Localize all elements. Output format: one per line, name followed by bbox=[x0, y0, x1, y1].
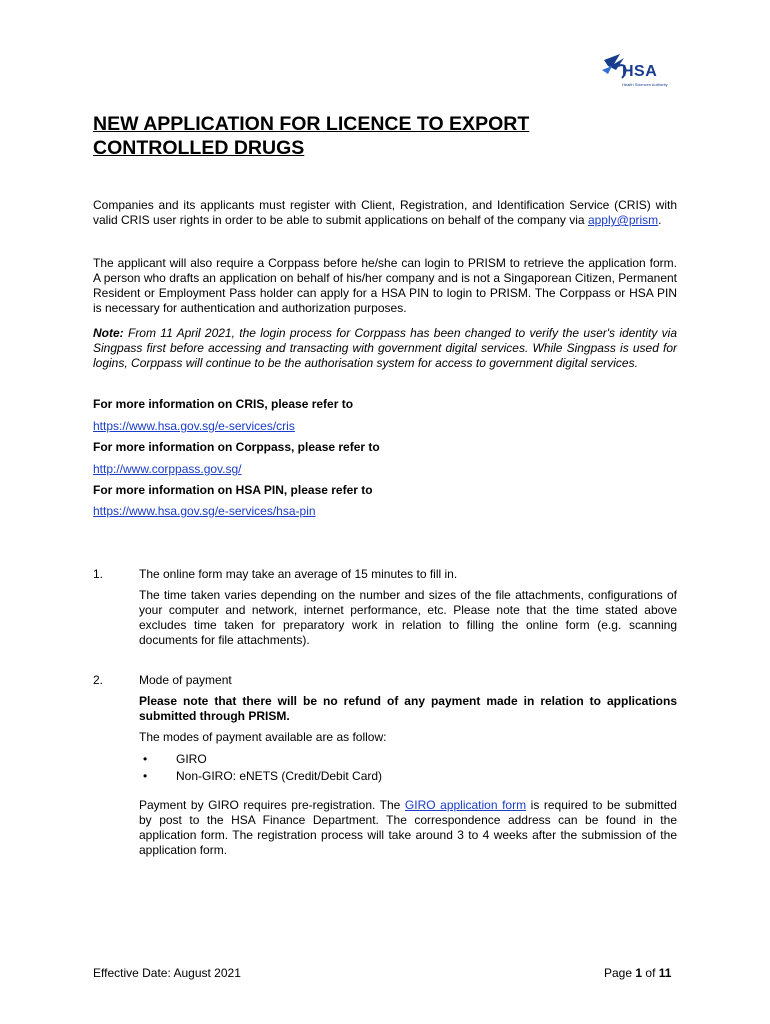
page-label: Page bbox=[604, 966, 633, 980]
note-label: Note: bbox=[93, 326, 124, 340]
note-text: From 11 April 2021, the login process for Corppass has been changed to verify the user's identity via Singpass first before accessing and transacting with government digital services. While Singpass is used for logins, Corppass will continue to be the authorisation system for access to government digital services. bbox=[93, 326, 677, 370]
ref-cris-link[interactable]: https://www.hsa.gov.sg/e-services/cris bbox=[93, 419, 295, 433]
giro-paragraph bbox=[139, 798, 677, 858]
intro-paragraph-corppass: The applicant will also require a Corppass before he/she can login to PRISM to retrieve the application form. A person who drafts an application on behalf of his/her company and is not a Singaporean Citizen, Permanent Resident or Employment Pass holder can apply for a HSA PIN to login to PRISM. The Corppass or HSA PIN is necessary for authentication and authorization purposes. bbox=[93, 256, 677, 315]
intro-cris-text: Companies and its applicants must register with Client, Registration, and Identification Service (CRIS) with valid CRIS user rights in order to be able to submit applications on behalf of the company via bbox=[93, 198, 677, 227]
bullet-icon: • bbox=[143, 752, 148, 766]
ref-corppass-link[interactable]: http://www.corppass.gov.sg/ bbox=[93, 462, 242, 476]
item-1-heading: The online form may take an average of 15 minutes to fill in. bbox=[139, 567, 458, 581]
intro-paragraph-cris: Companies and its applicants must register with Client, Registration, and Identification Service (CRIS) with valid CRIS user rights in order to be able to submit applications on behalf of the company via apply@prism. bbox=[93, 198, 677, 227]
item-1-number: 1. bbox=[93, 567, 104, 581]
ref-cris-label: For more information on CRIS, please refer to bbox=[93, 397, 354, 411]
mode-giro: GIRO bbox=[176, 752, 207, 766]
logo-subtext: Health Sciences Authority bbox=[622, 82, 668, 87]
effective-date: Effective Date: August 2021 bbox=[93, 966, 241, 980]
ref-corppass-label: For more information on Corppass, please refer to bbox=[93, 440, 380, 454]
ref-hsa-pin-label: For more information on HSA PIN, please refer to bbox=[93, 483, 373, 497]
bullet-icon: • bbox=[143, 769, 148, 783]
page-number bbox=[604, 966, 671, 980]
item-2-modes-intro: The modes of payment available are as follow: bbox=[139, 730, 387, 744]
giro-pre-text: Payment by GIRO requires pre-registration. The bbox=[139, 798, 401, 812]
giro-post-text: is required to be submitted by post to the HSA Finance Department. The correspondence address can be found in the application form. The registration process will take around 3 to 4 weeks after the submission of the application form. bbox=[139, 798, 677, 857]
mode-non-giro: Non-GIRO: eNETS (Credit/Debit Card) bbox=[176, 769, 383, 783]
item-1-text: The time taken varies depending on the number and sizes of the file attachments, configurations of your computer and network, internet performance, etc. Please note that the time stated above excludes time taken for preparatory work in relation to filling the online form (e.g. scanning documents for file attachments). bbox=[139, 588, 677, 647]
page-title: NEW APPLICATION FOR LICENCE TO EXPORT CONTROLLED DRUGS bbox=[93, 113, 530, 159]
logo-text: HSA bbox=[622, 63, 658, 80]
item-2-heading: Mode of payment bbox=[139, 673, 232, 687]
giro-application-form-link[interactable]: GIRO application form bbox=[404, 798, 527, 812]
item-2-refund-note: Please note that there will be no refund of any payment made in relation to applications submitted through PRISM. bbox=[139, 694, 677, 723]
page-of-label: of bbox=[645, 966, 656, 980]
ref-hsa-pin-link[interactable]: https://www.hsa.gov.sg/e-services/hsa-pin bbox=[93, 504, 316, 518]
page-current: 1 bbox=[635, 966, 643, 980]
item-2-number: 2. bbox=[93, 673, 104, 687]
page-total: 11 bbox=[658, 966, 672, 980]
note-paragraph bbox=[93, 326, 677, 371]
apply-prism-link[interactable]: apply@prism bbox=[587, 213, 659, 227]
